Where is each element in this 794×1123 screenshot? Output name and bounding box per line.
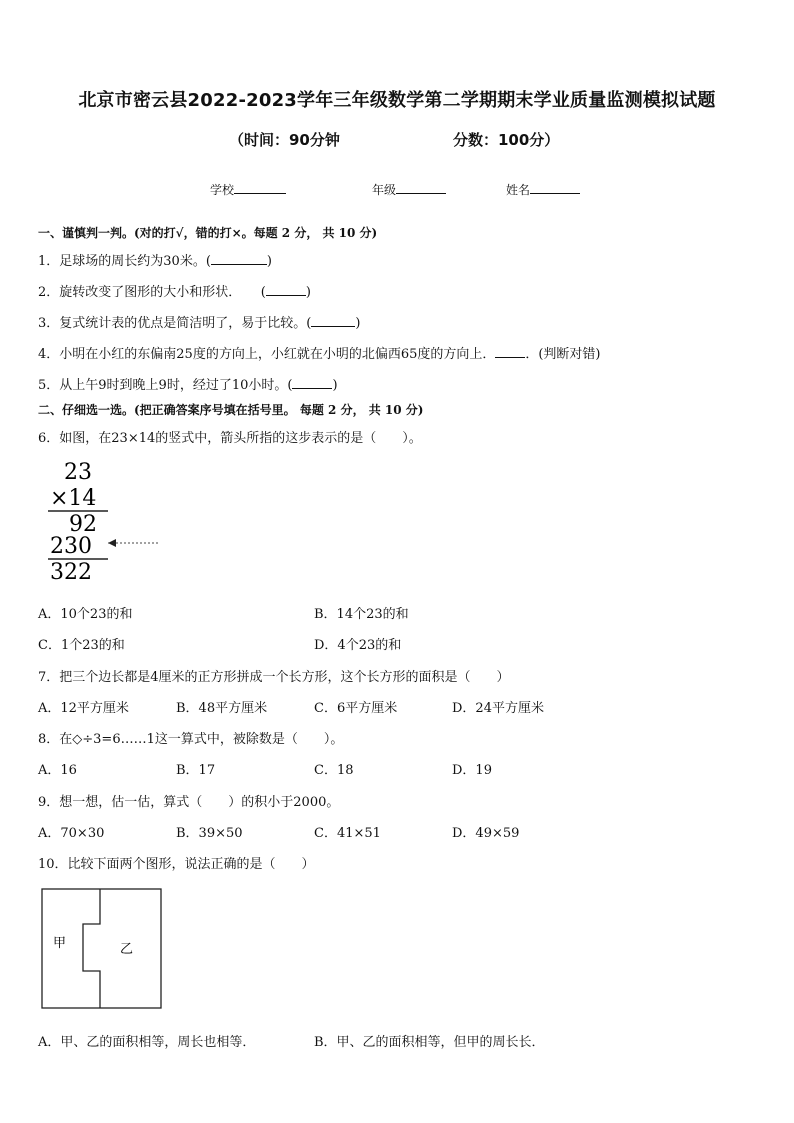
question-8-stem: 8．在◇÷3=6……1这一算式中，被除数是（ ）。 [38,732,344,747]
q10-option-b[interactable]: B．甲、乙的面积相等，但甲的周长长． [314,1035,545,1050]
figure-row-3: 92 [69,512,97,537]
q8-option-c[interactable]: C．18 [314,763,354,778]
q6-option-a[interactable]: A．10个23的和 [38,607,133,622]
q9-option-d[interactable]: D．49×59 [452,826,520,841]
q6-option-c[interactable]: C．1个23的和 [38,638,125,653]
shape-comparison-figure [40,887,164,1010]
question-10-stem: 10．比较下面两个图形，说法正确的是（ ） [38,857,315,872]
q7-option-a[interactable]: A．12平方厘米 [38,701,129,716]
grade-blank[interactable] [396,181,446,194]
answer-blank-2[interactable] [266,283,306,296]
q7-option-d[interactable]: D．24平方厘米 [452,701,544,716]
question-1-end: ) [266,254,272,269]
vertical-multiplication-figure [44,455,169,583]
question-3-text: 3．复式统计表的优点是简洁明了，易于比较。( [38,316,312,331]
answer-blank-4[interactable] [495,345,525,358]
q9-option-b[interactable]: B．39×50 [176,826,243,841]
dividing-line [83,889,100,1008]
figure-row-4: 230 [50,534,92,559]
figure-row-1: 23 [64,460,92,485]
figure-row-2: ×14 [50,486,97,511]
q8-option-d[interactable]: D．19 [452,763,492,778]
q7-option-b[interactable]: B．48平方厘米 [176,701,268,716]
question-5 [38,374,338,393]
q10-option-a[interactable]: A．甲、乙的面积相等，周长也相等． [38,1035,256,1050]
question-1 [38,250,272,269]
q9-option-a[interactable]: A．70×30 [38,826,105,841]
answer-blank-1[interactable] [211,252,267,265]
name-blank[interactable] [530,181,580,194]
shape-label-yi: 乙 [120,942,134,957]
question-5-end: ) [332,378,338,393]
page-title: 北京市密云县2022-2023学年三年级数学第二学期期末学业质量监测模拟试题 [78,90,716,111]
school-field[interactable] [210,181,286,198]
answer-blank-5[interactable] [292,376,332,389]
name-label: 姓名 [506,183,531,197]
question-5-text: 5．从上午9时到晚上9时，经过了10小时。( [38,378,293,393]
figure-row-5: 322 [50,560,92,583]
question-2-text: 2．旋转改变了图形的大小和形状． ( [38,285,266,300]
q6-option-b[interactable]: B．14个23的和 [314,607,409,622]
question-6-stem: 6．如图，在23×14的竖式中，箭头所指的这步表示的是（ ）。 [38,431,422,446]
question-1-text: 1．足球场的周长约为30米。( [38,254,211,269]
arrow-head-icon [108,539,116,547]
school-label: 学校 [210,183,235,197]
q6-option-d[interactable]: D．4个23的和 [314,638,402,653]
section-1-heading: 一、谨慎判一判。(对的打√，错的打×。每题 2 分， 共 10 分) [38,226,378,240]
question-9-stem: 9．想一想，估一估，算式（ ）的积小于2000。 [38,795,340,810]
q8-option-b[interactable]: B．17 [176,763,216,778]
shape-label-jia: 甲 [53,936,67,951]
q7-option-c[interactable]: C．6平方厘米 [314,701,398,716]
question-3 [38,312,360,331]
question-3-end: ) [355,316,361,331]
question-7-stem: 7．把三个边长都是4厘米的正方形拼成一个长方形，这个长方形的面积是（ ） [38,670,510,685]
question-4-end: ．(判断对错) [525,347,601,362]
exam-time: （时间：90分钟 [229,131,340,149]
section-2-heading: 二、仔细选一选。(把正确答案序号填在括号里。 每题 2 分， 共 10 分) [38,403,424,417]
school-blank[interactable] [234,181,286,194]
question-4 [38,343,601,362]
exam-score: 分数：100分） [453,131,560,149]
answer-blank-3[interactable] [311,314,355,327]
grade-field[interactable] [372,181,446,198]
question-2-end: ) [305,285,311,300]
name-field[interactable] [506,181,580,198]
question-4-text: 4．小明在小红的东偏南25度的方向上，小红就在小明的北偏西65度的方向上． [38,347,496,362]
q8-option-a[interactable]: A．16 [38,763,77,778]
q9-option-c[interactable]: C．41×51 [314,826,381,841]
grade-label: 年级 [372,183,397,197]
question-2 [38,281,311,300]
